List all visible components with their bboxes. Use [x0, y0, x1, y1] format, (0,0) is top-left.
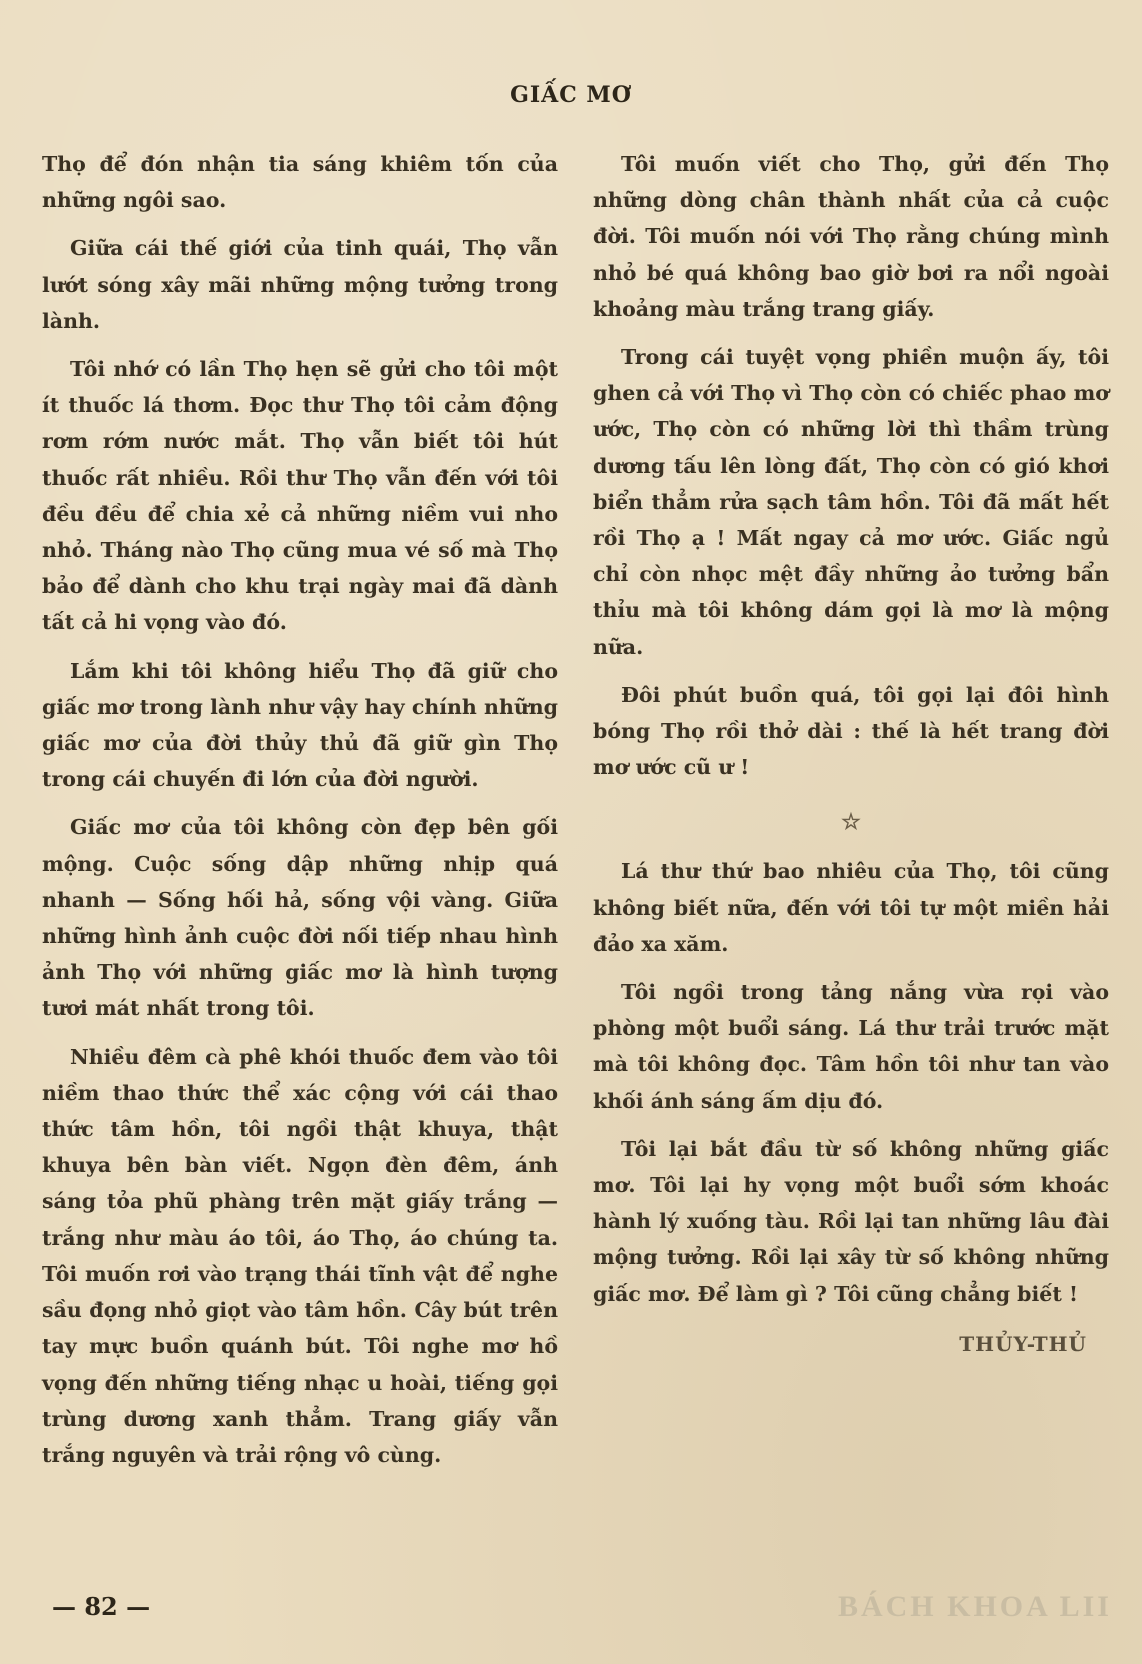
left-column: [42, 146, 558, 1473]
magazine-name: BÁCH KHOA LII: [837, 1590, 1112, 1623]
page-title: GIẤC MƠ: [510, 82, 632, 108]
paragraph: Lắm khi tôi không hiểu Thọ đã giữ cho giấc mơ trong lành như vậy hay chính những giấc mơ của đời thủy thủ đã giữ gìn Thọ trong cái chuyến đi lớn của đời người.: [42, 658, 558, 792]
paragraph: Tôi ngồi trong tảng nắng vừa rọi vào phòng một buổi sáng. Lá thư trải trước mặt mà tôi không đọc. Tâm hồn tôi như tan vào khối ánh sáng ấm dịu đó.: [593, 980, 1109, 1113]
paragraph: Tôi muốn viết cho Thọ, gửi đến Thọ những dòng chân thành nhất của cả cuộc đời. Tôi muốn nói với Thọ rằng chúng mình nhỏ bé quá không bao giờ bơi ra nổi ngoài khoảng màu trắng trang giấy.: [593, 152, 1109, 321]
paragraph: Giữa cái thế giới của tinh quái, Thọ vẫn lướt sóng xây mãi những mộng tưởng trong lành.: [42, 236, 558, 333]
paragraph: Lá thư thứ bao nhiêu của Thọ, tôi cũng không biết nữa, đến với tôi tự một miền hải đảo xa xăm.: [593, 859, 1109, 956]
paragraph: Tôi nhớ có lần Thọ hẹn sẽ gửi cho tôi một ít thuốc lá thơm. Đọc thư Thọ tôi cảm động rơm rớm nước mắt. Thọ vẫn biết tôi hút thuốc rất nhiều. Rồi thư Thọ vẫn đến với tôi đều đều để chia xẻ cả những niềm vui nho nhỏ. Tháng nào Thọ cũng mua vé số mà Thọ bảo để dành cho khu trại ngày mai đã dành tất cả hi vọng vào đó.: [42, 357, 558, 635]
paragraph: Nhiều đêm cà phê khói thuốc đem vào tôi niềm thao thức thể xác cộng với cái thao thức tâm hồn, tôi ngồi thật khuya, thật khuya bên bàn viết. Ngọn đèn đêm, ánh sáng tỏa phũ phàng trên mặt giấy trắng — trắng như màu áo tôi, áo Thọ, áo chúng ta. Tôi muốn rơi vào trạng thái tĩnh vật để nghe sầu đọng nhỏ giọt vào tâm hồn. Cây bút trên tay mực buồn quánh bút. Tôi nghe mơ hồ vọng đến những tiếng nhạc u hoài, tiếng gọi trùng dương xanh thẳm. Trang giấy vẫn trắng nguyên và trải rộng vô cùng.: [42, 1044, 558, 1467]
page-number: — 82 —: [52, 1592, 151, 1621]
paragraph: Trong cái tuyệt vọng phiền muộn ấy, tôi ghen cả với Thọ vì Thọ còn có chiếc phao mơ ước, Thọ còn có những lời thì thầm trùng dương tấu lên lòng đất, Thọ còn có gió khơi biển thẳm rửa sạch tâm hồn. Tôi đã mất hết rồi Thọ ạ ! Mất ngay cả mơ ước. Giấc ngủ chỉ còn nhọc mệt đầy những ảo tưởng bẩn thỉu mà tôi không dám gọi là mơ là mộng nữa.: [593, 345, 1109, 659]
author-signature: THỦY-THỦ: [959, 1331, 1087, 1356]
paragraph: Thọ để đón nhận tia sáng khiêm tốn của những ngôi sao.: [42, 152, 558, 213]
paragraph: Tôi lại bắt đầu từ số không những giấc mơ. Tôi lại hy vọng một buổi sớm khoác hành lý xuống tàu. Rồi lại tan những lâu đài mộng tưởng. Rồi lại xây từ số không những giấc mơ. Để làm gì ? Tôi cũng chẳng biết !: [593, 1136, 1109, 1306]
right-column: [593, 146, 1109, 1362]
section-separator-star-icon: ☆: [841, 809, 861, 836]
paragraph: Đôi phút buồn quá, tôi gọi lại đôi hình bóng Thọ rồi thở dài : thế là hết trang đời mơ ước cũ ư !: [593, 682, 1109, 780]
paragraph: Giấc mơ của tôi không còn đẹp bên gối mộng. Cuộc sống dập những nhịp quá nhanh — Sống hối hả, sống vội vàng. Giữa những hình ảnh cuộc đời nối tiếp nhau hình ảnh Thọ với những giấc mơ là hình tượng tươi mát nhất trong tôi.: [42, 815, 558, 1021]
